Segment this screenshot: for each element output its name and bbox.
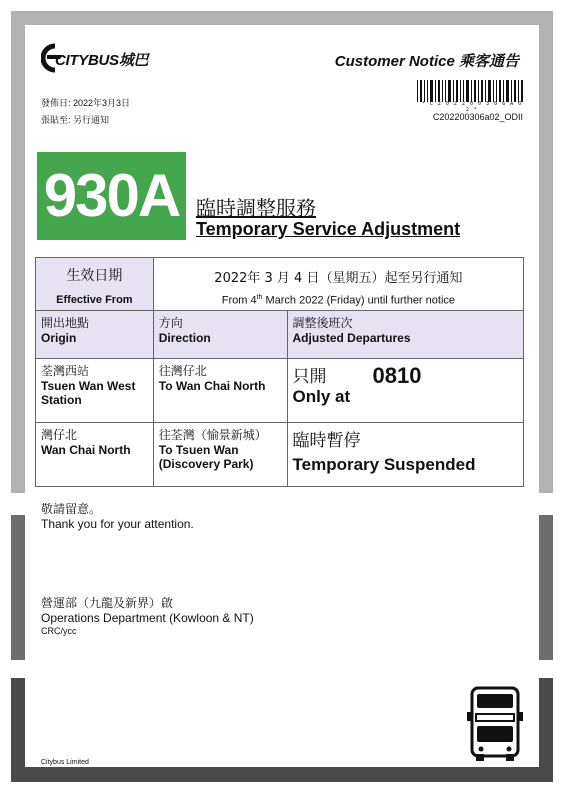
table-row (36, 358, 524, 422)
reference-code: CRC/ycc (41, 626, 77, 636)
thanks-en: Thank you for your attention. (41, 517, 194, 531)
effective-label-cell (36, 258, 154, 311)
post-until: 張貼至: 另行通知 (41, 115, 110, 125)
department-zh: 營運部（九龍及新界）啟 (41, 596, 174, 610)
direction-header: 方向 Direction (153, 310, 287, 358)
effective-label-en: Effective From (56, 294, 133, 306)
adjusted-cell: 只開 Only at 0810 (287, 358, 524, 422)
issue-date: 發佈日: 2022年3月3日 (41, 98, 131, 108)
route-number: 930A (37, 152, 186, 240)
departure-time: 0810 (372, 362, 422, 388)
column-header-row (36, 310, 524, 358)
service-table (35, 257, 524, 487)
notice-title: Customer Notice 乘客通告 (334, 53, 519, 70)
document-code: C202200306a02_ODII (432, 112, 523, 122)
notice-heading-en: Temporary Service Adjustment (196, 219, 461, 239)
effective-value-zh: 2022年 3 月 4 日（星期五）起至另行通知 (214, 271, 463, 286)
origin-cell: 荃灣西站 Tsuen Wan West Station (36, 358, 154, 422)
adjusted-cell: 臨時暫停 Temporary Suspended (287, 422, 524, 486)
department-en: Operations Department (Kowloon & NT) (41, 611, 254, 625)
effective-value-cell (153, 258, 523, 311)
origin-header: 開出地點 Origin (36, 310, 154, 358)
barcode-icon (417, 80, 525, 102)
direction-cell: 往灣仔北 To Wan Chai North (153, 358, 287, 422)
effective-row (36, 258, 524, 311)
adjusted-header: 調整後班次 Adjusted Departures (287, 310, 524, 358)
double-decker-bus-icon (466, 686, 524, 762)
direction-cell: 往荃灣（愉景新城） To Tsuen Wan (Discovery Park) (153, 422, 287, 486)
notice-heading-zh: 臨時調整服務 (196, 196, 316, 220)
effective-value-en: From 4th March 2022 (Friday) until further notice (221, 294, 456, 307)
table-row (36, 422, 524, 486)
barcode-digits: * C 2 0 2 2 0 0 3 0 6 A 0 2 * (421, 101, 523, 113)
effective-label-zh: 生效日期 (66, 268, 123, 284)
origin-cell: 灣仔北 Wan Chai North (36, 422, 154, 486)
thanks-zh: 敬請留意。 (41, 502, 102, 516)
company-name: Citybus Limited (41, 759, 89, 766)
brand-name: CITYBUS城巴 (55, 52, 149, 69)
